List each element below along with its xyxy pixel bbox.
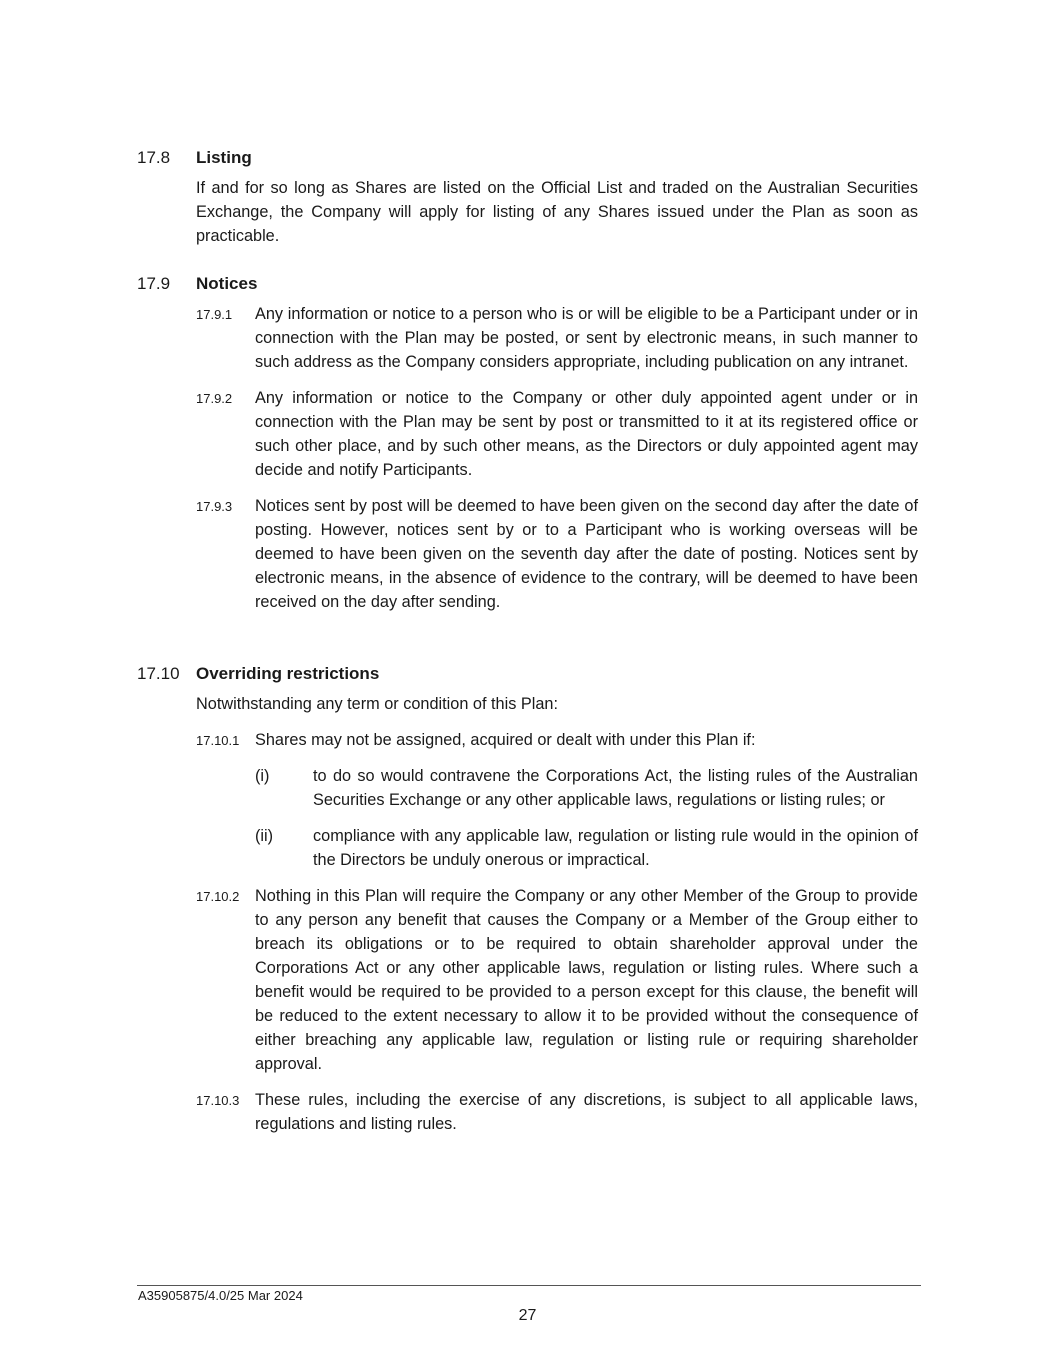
clause (196, 884, 918, 1076)
clause-text: Shares may not be assigned, acquired or dealt with under this Plan if: (255, 731, 756, 749)
section-title: Listing (196, 148, 252, 167)
section-heading (137, 272, 918, 296)
section-listing (137, 146, 918, 248)
clause-text: Nothing in this Plan will require the Company or any other Member of the Group to provide to any person any benefit that causes the Company or a Member of the Group either to breach its obligations or to be required to obtain shareholder approval under the Corporations Act or any other applicable laws, regulation or listing rules. Where such a benefit would be required to be provided to a person except for this clause, the benefit will be reduced to the extent necessary to allow it to be provided without the consequence of either breaching any applicable law, regulation or listing rule or requiring shareholder approval. (255, 887, 918, 1073)
section-heading (137, 662, 918, 686)
section-number: 17.9 (137, 274, 171, 293)
section-overriding-restrictions (137, 662, 918, 1136)
section-body: If and for so long as Shares are listed on the Official List and traded on the Australian Securities Exchange, the Company will apply for listing of any Shares issued under the Plan as soon as practicable. (196, 179, 918, 245)
clause-text: Notices sent by post will be deemed to have been given on the second day after the date of posting. However, notices sent by or to a Participant who is working overseas will be deemed to have been given on the seventh day after the date of posting. Notices sent by electronic means, in the absence of evidence to the contrary, will be deemed to have been received on the day after sending. (255, 497, 918, 611)
clause (196, 728, 918, 752)
item-text: compliance with any applicable law, regulation or listing rule would in the opinion of the Directors be unduly onerous or impractical. (313, 827, 918, 869)
section-heading (137, 146, 918, 170)
document-reference: A35905875/4.0/25 Mar 2024 (138, 1288, 303, 1303)
clause-number: 17.9.3 (196, 499, 233, 514)
section-number: 17.8 (137, 148, 171, 167)
section-title: Notices (196, 274, 258, 293)
list-item (255, 824, 918, 872)
list-item (255, 764, 918, 812)
clause-text: Any information or notice to a person who is or will be eligible to be a Participant under or in connection with the Plan may be posted, or sent by electronic means, in such manner to such address as the Company considers appropriate, including publication on any intranet. (255, 305, 918, 371)
section-number: 17.10 (137, 664, 180, 683)
item-text: to do so would contravene the Corporations Act, the listing rules of the Australian Securities Exchange or any other applicable laws, regulations or listing rules; or (313, 767, 918, 809)
item-number: (i) (255, 767, 270, 785)
clause-text: Any information or notice to the Company or other duly appointed agent under or in connection with the Plan may be sent by post or transmitted to it at its registered office or such other place, and by such other means, as the Directors or duly appointed agent may decide and notify Participants. (255, 389, 918, 479)
footer-divider (137, 1285, 921, 1286)
clause (196, 386, 918, 482)
page-number: 27 (518, 1307, 537, 1324)
clause (196, 302, 918, 374)
clause-text: These rules, including the exercise of any discretions, is subject to all applicable laws, regulations and listing rules. (255, 1091, 918, 1133)
clause-number: 17.10.1 (196, 733, 240, 748)
clause (196, 1088, 918, 1136)
clause-number: 17.9.2 (196, 391, 233, 406)
clause-number: 17.10.3 (196, 1093, 240, 1108)
clause (196, 494, 918, 614)
section-intro: Notwithstanding any term or condition of this Plan: (196, 695, 558, 713)
section-notices (137, 272, 918, 614)
section-title: Overriding restrictions (196, 664, 380, 683)
clause-number: 17.10.2 (196, 889, 240, 904)
clause-number: 17.9.1 (196, 307, 233, 322)
item-number: (ii) (255, 827, 274, 845)
